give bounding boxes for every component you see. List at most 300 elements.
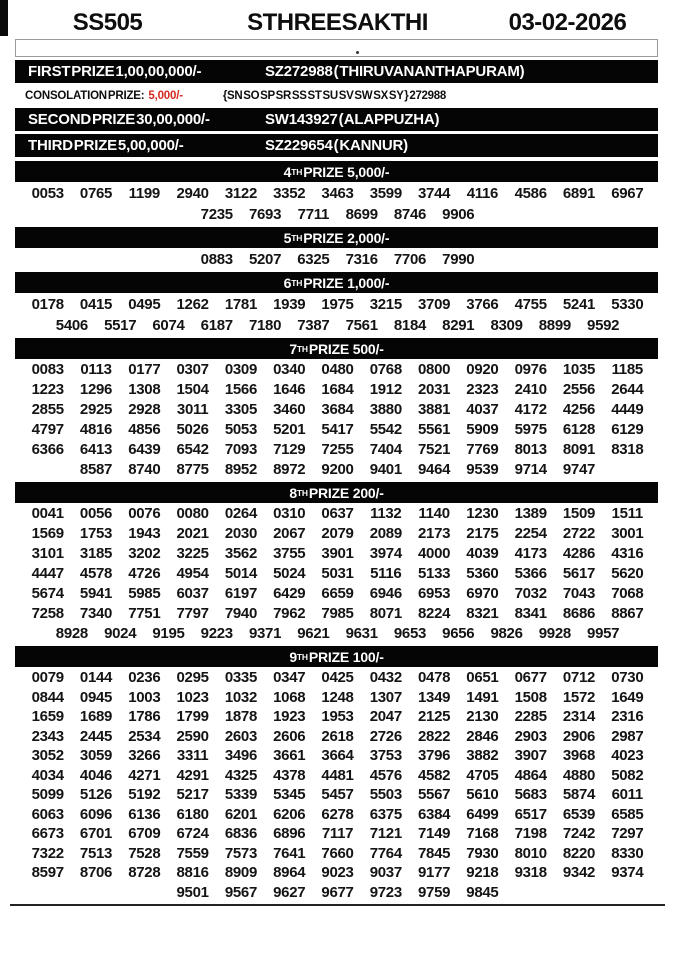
prize-number: 0076 (128, 505, 161, 522)
prize-number: 2644 (611, 381, 644, 398)
prize-number: 4880 (562, 766, 596, 784)
second-prize-bar (15, 108, 658, 131)
prize-number: 3460 (273, 401, 306, 418)
prize-number: 1296 (79, 381, 113, 398)
prize-number: 9957 (587, 625, 620, 642)
prize-number: 9342 (562, 864, 596, 881)
prize-number: 7513 (79, 844, 113, 862)
fourth-prize-header: 4 TH PRIZE 5,000/- (15, 161, 658, 182)
prize-number: 1068 (273, 688, 306, 706)
prize-number: 3225 (176, 545, 209, 562)
prize-number: 4046 (79, 766, 113, 784)
prize-number: 0712 (562, 669, 596, 686)
prize-number: 9024 (104, 625, 137, 642)
prize-number: 6967 (611, 185, 644, 202)
prize-number: 2925 (79, 401, 113, 418)
prize-number: 2618 (321, 727, 354, 745)
prize-number: 7940 (224, 605, 257, 622)
prize-number: 5941 (79, 585, 113, 602)
prize-number: 6197 (224, 585, 257, 602)
prize-number: 9371 (248, 625, 282, 642)
prize-number: 0347 (273, 669, 306, 686)
prize-number: 8740 (128, 461, 161, 478)
fifth-prize-header: 5 TH PRIZE 2,000/- (15, 227, 658, 248)
first-prize-label: FIRST PRIZE 1,00,00,000/- (28, 63, 202, 80)
prize-number: 2125 (418, 708, 451, 725)
prize-number: 1572 (562, 688, 596, 706)
prize-number: 9464 (418, 461, 451, 478)
prize-number: 0113 (80, 361, 112, 378)
prize-number: 2590 (176, 727, 209, 745)
prize-number: 6724 (176, 825, 209, 842)
prize-number: 1023 (176, 688, 209, 706)
prize-number: 4954 (176, 565, 209, 582)
prize-number: 6325 (297, 251, 330, 268)
prize-number: 5053 (224, 421, 257, 438)
prize-number: 7316 (345, 251, 378, 268)
prize-number: 0264 (224, 505, 257, 522)
fourth-prize-numbers (24, 183, 652, 225)
prize-number: 0083 (31, 361, 64, 378)
prize-number: 2173 (418, 525, 451, 542)
prize-number: 6129 (611, 421, 644, 438)
prize-number: 8972 (273, 461, 306, 478)
prize-number: 9627 (273, 883, 306, 901)
prize-number: 7117 (321, 825, 354, 842)
prize-number: 0415 (79, 296, 113, 313)
prize-number: 0053 (31, 185, 64, 202)
sixth-prize-ordinal: 6 (283, 274, 292, 291)
prize-number: 5339 (224, 786, 257, 803)
prize-number: 1566 (224, 381, 257, 398)
prize-number: 4586 (514, 185, 547, 202)
prize-number: 6063 (31, 805, 64, 823)
prize-number: 5201 (273, 421, 306, 438)
prize-number: 2030 (224, 525, 257, 542)
prize-number: 4816 (79, 421, 113, 438)
prize-number: 9374 (611, 864, 644, 881)
prize-number: 4378 (273, 766, 306, 784)
prize-number: 7528 (128, 844, 161, 862)
prize-number: 3796 (418, 747, 451, 764)
prize-number: 4173 (514, 545, 547, 562)
prize-number: 5345 (273, 786, 306, 803)
prize-number: 3202 (128, 545, 161, 562)
seventh-prize-title: PRIZE 500/- (308, 340, 384, 357)
prize-number: 1786 (128, 708, 161, 725)
prize-number: 8330 (611, 844, 644, 862)
prize-number: 6891 (562, 185, 596, 202)
prize-number: 7235 (200, 206, 233, 223)
prize-number: 6542 (176, 441, 209, 458)
prize-number: 5031 (321, 565, 354, 582)
prize-number: 3881 (418, 401, 451, 418)
sixth-prize-numbers (24, 294, 652, 336)
prize-number: 0768 (369, 361, 402, 378)
prize-number: 0495 (128, 296, 161, 313)
prize-number: 6946 (369, 585, 402, 602)
prize-number: 5975 (514, 421, 547, 438)
ninth-prize-header: 9 TH PRIZE 100/- (15, 646, 658, 667)
consolation-prize-row (15, 84, 658, 107)
consolation-series-list: {SN SO SP SR SS ST SU SV SW SX SY } 272988 (222, 89, 446, 102)
prize-number: 4449 (611, 401, 644, 418)
prize-number: 7198 (514, 825, 547, 842)
ninth-prize-numbers (24, 668, 652, 902)
prize-number: 1035 (562, 361, 596, 378)
prize-number: 7990 (442, 251, 475, 268)
prize-number: 8321 (466, 605, 499, 622)
prize-number: 7404 (369, 441, 402, 458)
fifth-prize-ordinal: 5 (283, 229, 292, 246)
prize-number: 6953 (418, 585, 451, 602)
prize-number: 6201 (224, 805, 257, 823)
prize-number: 6278 (321, 805, 354, 823)
prize-number: 0637 (321, 505, 354, 522)
prize-number: 3001 (611, 525, 644, 542)
prize-number: 8899 (538, 317, 571, 334)
prize-number: 5617 (562, 565, 596, 582)
eighth-prize-title: PRIZE 200/- (308, 484, 384, 501)
prize-number: 7340 (79, 605, 113, 622)
prize-number: 6206 (273, 805, 306, 823)
prize-number: 5126 (79, 786, 113, 803)
prize-number: 9177 (418, 864, 451, 881)
prize-number: 0478 (418, 669, 451, 686)
prize-number: 6384 (418, 805, 451, 823)
sixth-prize-header: 6 TH PRIZE 1,000/- (15, 272, 658, 293)
prize-number: 1923 (273, 708, 306, 725)
prize-number: 7845 (418, 844, 451, 862)
prize-number: 0295 (176, 669, 209, 686)
prize-number: 2323 (466, 381, 499, 398)
prize-number: 5567 (418, 786, 451, 803)
prize-number: 0651 (466, 669, 499, 686)
prize-number: 3974 (369, 545, 402, 562)
prize-number: 9218 (466, 864, 499, 881)
prize-number: 2047 (369, 708, 402, 725)
prize-number: 1262 (176, 296, 209, 313)
second-prize-label: SECOND PRIZE 30,00,000/- (28, 111, 210, 128)
prize-number: 1307 (369, 688, 402, 706)
third-prize-label: THIRD PRIZE 5,00,000/- (28, 137, 184, 154)
prize-number: 9223 (200, 625, 233, 642)
prize-number: 2822 (418, 727, 451, 745)
prize-number: 6659 (321, 585, 354, 602)
prize-number: 1248 (321, 688, 354, 706)
prize-number: 7573 (224, 844, 257, 862)
prize-number: 4325 (224, 766, 257, 784)
prize-number: 0307 (176, 361, 209, 378)
prize-number: 8775 (176, 461, 209, 478)
prize-number: 7149 (418, 825, 451, 842)
prize-number: 2445 (79, 727, 113, 745)
prize-number: 4755 (514, 296, 547, 313)
prize-number: 2987 (611, 727, 644, 745)
prize-number: 8071 (369, 605, 402, 622)
prize-number: 8952 (224, 461, 257, 478)
prize-number: 2285 (514, 708, 547, 725)
prize-number: 1878 (224, 708, 257, 725)
prize-number: 4797 (31, 421, 64, 438)
prize-number: 7068 (611, 585, 644, 602)
prize-number: 2722 (562, 525, 596, 542)
prize-number: 9318 (514, 864, 547, 881)
prize-number: 8224 (418, 605, 451, 622)
prize-number: 4582 (418, 766, 451, 784)
prize-number: 0677 (514, 669, 547, 686)
prize-number: 5360 (466, 565, 499, 582)
prize-number: 9723 (369, 883, 402, 901)
prize-number: 3901 (321, 545, 354, 562)
prize-number: 2606 (273, 727, 306, 745)
prize-number: 6701 (79, 825, 113, 842)
prize-number: 6011 (611, 786, 643, 803)
prize-number: 1511 (611, 505, 643, 522)
prize-number: 6187 (200, 317, 233, 334)
prize-number: 8318 (611, 441, 644, 458)
prize-number: 8728 (128, 864, 161, 881)
prize-number: 8816 (176, 864, 209, 881)
prize-number: 2130 (466, 708, 499, 725)
prize-number: 4576 (369, 766, 402, 784)
prize-number: 5542 (369, 421, 402, 438)
prize-number: 2316 (611, 708, 644, 725)
prize-number: 8706 (79, 864, 113, 881)
prize-number: 8746 (393, 206, 427, 223)
prize-number: 2089 (369, 525, 402, 542)
second-prize-winner: SW143927 ( ALAPPUZHA) (265, 111, 440, 128)
prize-number: 4172 (514, 401, 547, 418)
draw-date: 03-02-2026 (508, 8, 627, 36)
empty-strip (15, 39, 658, 57)
prize-number: 1689 (79, 708, 113, 725)
prize-number: 0425 (321, 669, 354, 686)
prize-number: 1223 (31, 381, 64, 398)
prize-number: 3661 (273, 747, 306, 764)
prize-number: 5366 (514, 565, 547, 582)
prize-number: 0844 (31, 688, 64, 706)
prize-number: 6896 (273, 825, 306, 842)
prize-number: 6709 (128, 825, 161, 842)
prize-number: 4039 (466, 545, 499, 562)
prize-number: 7521 (418, 441, 451, 458)
prize-number: 4578 (79, 565, 113, 582)
prize-number: 5099 (31, 786, 64, 803)
prize-number: 0079 (31, 669, 64, 686)
prize-number: 1491 (466, 688, 499, 706)
prize-number: 0236 (128, 669, 161, 686)
prize-number: 7297 (611, 825, 644, 842)
prize-number: 7797 (176, 605, 209, 622)
prize-number: 4481 (321, 766, 354, 784)
prize-number: 7641 (273, 844, 306, 862)
prize-number: 7387 (297, 317, 330, 334)
prize-number: 2410 (514, 381, 547, 398)
fourth-prize-title: PRIZE 5,000/- (303, 163, 390, 180)
prize-number: 7561 (345, 317, 378, 334)
prize-number: 2940 (176, 185, 209, 202)
prize-number: 9714 (514, 461, 547, 478)
prize-number: 5874 (562, 786, 596, 803)
prize-number: 3755 (273, 545, 306, 562)
prize-number: 1032 (224, 688, 257, 706)
prize-number: 3463 (321, 185, 354, 202)
prize-number: 4286 (562, 545, 596, 562)
prize-number: 6074 (152, 317, 185, 334)
prize-number: 4034 (31, 766, 64, 784)
prize-number: 1504 (176, 381, 209, 398)
prize-number: 6517 (514, 805, 547, 823)
prize-number: 7930 (466, 844, 499, 862)
prize-number: 1781 (224, 296, 257, 313)
prize-number: 6180 (176, 805, 209, 823)
eighth-prize-numbers (24, 504, 652, 644)
prize-number: 3101 (31, 545, 64, 562)
prize-number: 2603 (224, 727, 257, 745)
prize-number: 8928 (55, 625, 88, 642)
prize-number: 0080 (176, 505, 209, 522)
prize-number: 5674 (31, 585, 64, 602)
prize-number: 5024 (273, 565, 306, 582)
prize-number: 7985 (321, 605, 354, 622)
prize-number: 7693 (248, 206, 282, 223)
prize-number: 9747 (562, 461, 596, 478)
prize-number: 9037 (369, 864, 402, 881)
prize-number: 4291 (176, 766, 209, 784)
prize-number: 3052 (31, 747, 64, 764)
prize-number: 7711 (297, 206, 330, 223)
prize-number: 5457 (321, 786, 354, 803)
prize-number: 3215 (369, 296, 402, 313)
first-prize-winner: SZ272988 ( THIRUVANANTHAPURAM) (265, 63, 525, 80)
prize-number: 1509 (562, 505, 596, 522)
prize-number: 0340 (273, 361, 306, 378)
third-prize-bar (15, 134, 658, 157)
prize-number: 5192 (128, 786, 161, 803)
header (0, 0, 675, 38)
prize-number: 5517 (104, 317, 137, 334)
prize-number: 4864 (514, 766, 547, 784)
prize-number: 4447 (31, 565, 64, 582)
prize-number: 5330 (611, 296, 644, 313)
prize-number: 1684 (321, 381, 354, 398)
prize-number: 9401 (369, 461, 402, 478)
prize-number: 1349 (418, 688, 451, 706)
prize-number: 9023 (321, 864, 354, 881)
prize-number: 9906 (442, 206, 475, 223)
prize-number: 7322 (31, 844, 64, 862)
prize-number: 2031 (418, 381, 451, 398)
seventh-prize-numbers (24, 360, 652, 480)
prize-number: 0730 (611, 669, 644, 686)
prize-number: 8686 (562, 605, 596, 622)
prize-number: 5909 (466, 421, 499, 438)
prize-number: 9759 (418, 883, 451, 901)
prize-number: 5133 (418, 565, 451, 582)
prize-number: 4256 (562, 401, 596, 418)
prize-number: 5503 (369, 786, 402, 803)
prize-number: 0920 (466, 361, 499, 378)
prize-number: 0800 (418, 361, 451, 378)
prize-number: 9592 (587, 317, 620, 334)
prize-number: 1132 (370, 505, 402, 522)
prize-number: 8013 (514, 441, 547, 458)
prize-number: 6429 (273, 585, 306, 602)
prize-number: 4037 (466, 401, 499, 418)
prize-number: 9677 (321, 883, 354, 901)
prize-number: 3882 (466, 747, 499, 764)
prize-number: 5417 (321, 421, 354, 438)
prize-number: 4705 (466, 766, 499, 784)
prize-number: 4726 (128, 565, 161, 582)
prize-number: 2906 (562, 727, 596, 745)
prize-number: 9539 (466, 461, 499, 478)
prize-number: 7121 (369, 825, 402, 842)
prize-number: 4116 (466, 185, 499, 202)
prize-number: 6413 (79, 441, 113, 458)
prize-number: 2067 (273, 525, 306, 542)
prize-number: 5561 (418, 421, 451, 438)
prize-number: 8964 (273, 864, 306, 881)
prize-number: 9567 (224, 883, 257, 901)
prize-number: 8341 (514, 605, 547, 622)
prize-number: 2175 (466, 525, 499, 542)
prize-number: 7764 (369, 844, 402, 862)
prize-number: 0056 (79, 505, 113, 522)
prize-number: 3311 (176, 747, 209, 764)
seventh-prize-ordinal: 7 (289, 340, 297, 357)
prize-number: 8867 (611, 605, 644, 622)
prize-number: 8699 (345, 206, 378, 223)
prize-number: 5217 (176, 786, 209, 803)
prize-number: 3059 (79, 747, 113, 764)
prize-number: 1943 (128, 525, 161, 542)
prize-number: 4000 (418, 545, 451, 562)
prize-number: 0310 (273, 505, 306, 522)
prize-number: 3266 (128, 747, 161, 764)
prize-number: 2556 (562, 381, 596, 398)
lottery-name: STHREE SAKTHI (247, 8, 428, 36)
prize-number: 9631 (345, 625, 378, 642)
prize-number: 8010 (514, 844, 547, 862)
prize-number: 5026 (176, 421, 209, 438)
prize-number: 9928 (538, 625, 571, 642)
prize-number: 5683 (514, 786, 547, 803)
prize-number: 6439 (128, 441, 161, 458)
prize-number: 3599 (369, 185, 402, 202)
prize-number: 0144 (79, 669, 113, 686)
prize-number: 4316 (611, 545, 644, 562)
prize-number: 7255 (321, 441, 354, 458)
prize-number: 5406 (55, 317, 88, 334)
prize-number: 3664 (321, 747, 354, 764)
draw-code: SS505 (72, 8, 143, 36)
prize-number: 7180 (248, 317, 282, 334)
prize-number: 1659 (31, 708, 64, 725)
bottom-rule (10, 904, 665, 906)
prize-number: 0976 (514, 361, 547, 378)
prize-number: 9653 (393, 625, 427, 642)
prize-number: 7168 (466, 825, 499, 842)
prize-number: 3753 (369, 747, 402, 764)
ninth-prize-title: PRIZE 100/- (308, 648, 384, 665)
prize-number: 0041 (31, 505, 64, 522)
prize-number: 8909 (224, 864, 257, 881)
prize-number: 2343 (31, 727, 64, 745)
prize-number: 1508 (514, 688, 547, 706)
prize-number: 1308 (128, 381, 161, 398)
